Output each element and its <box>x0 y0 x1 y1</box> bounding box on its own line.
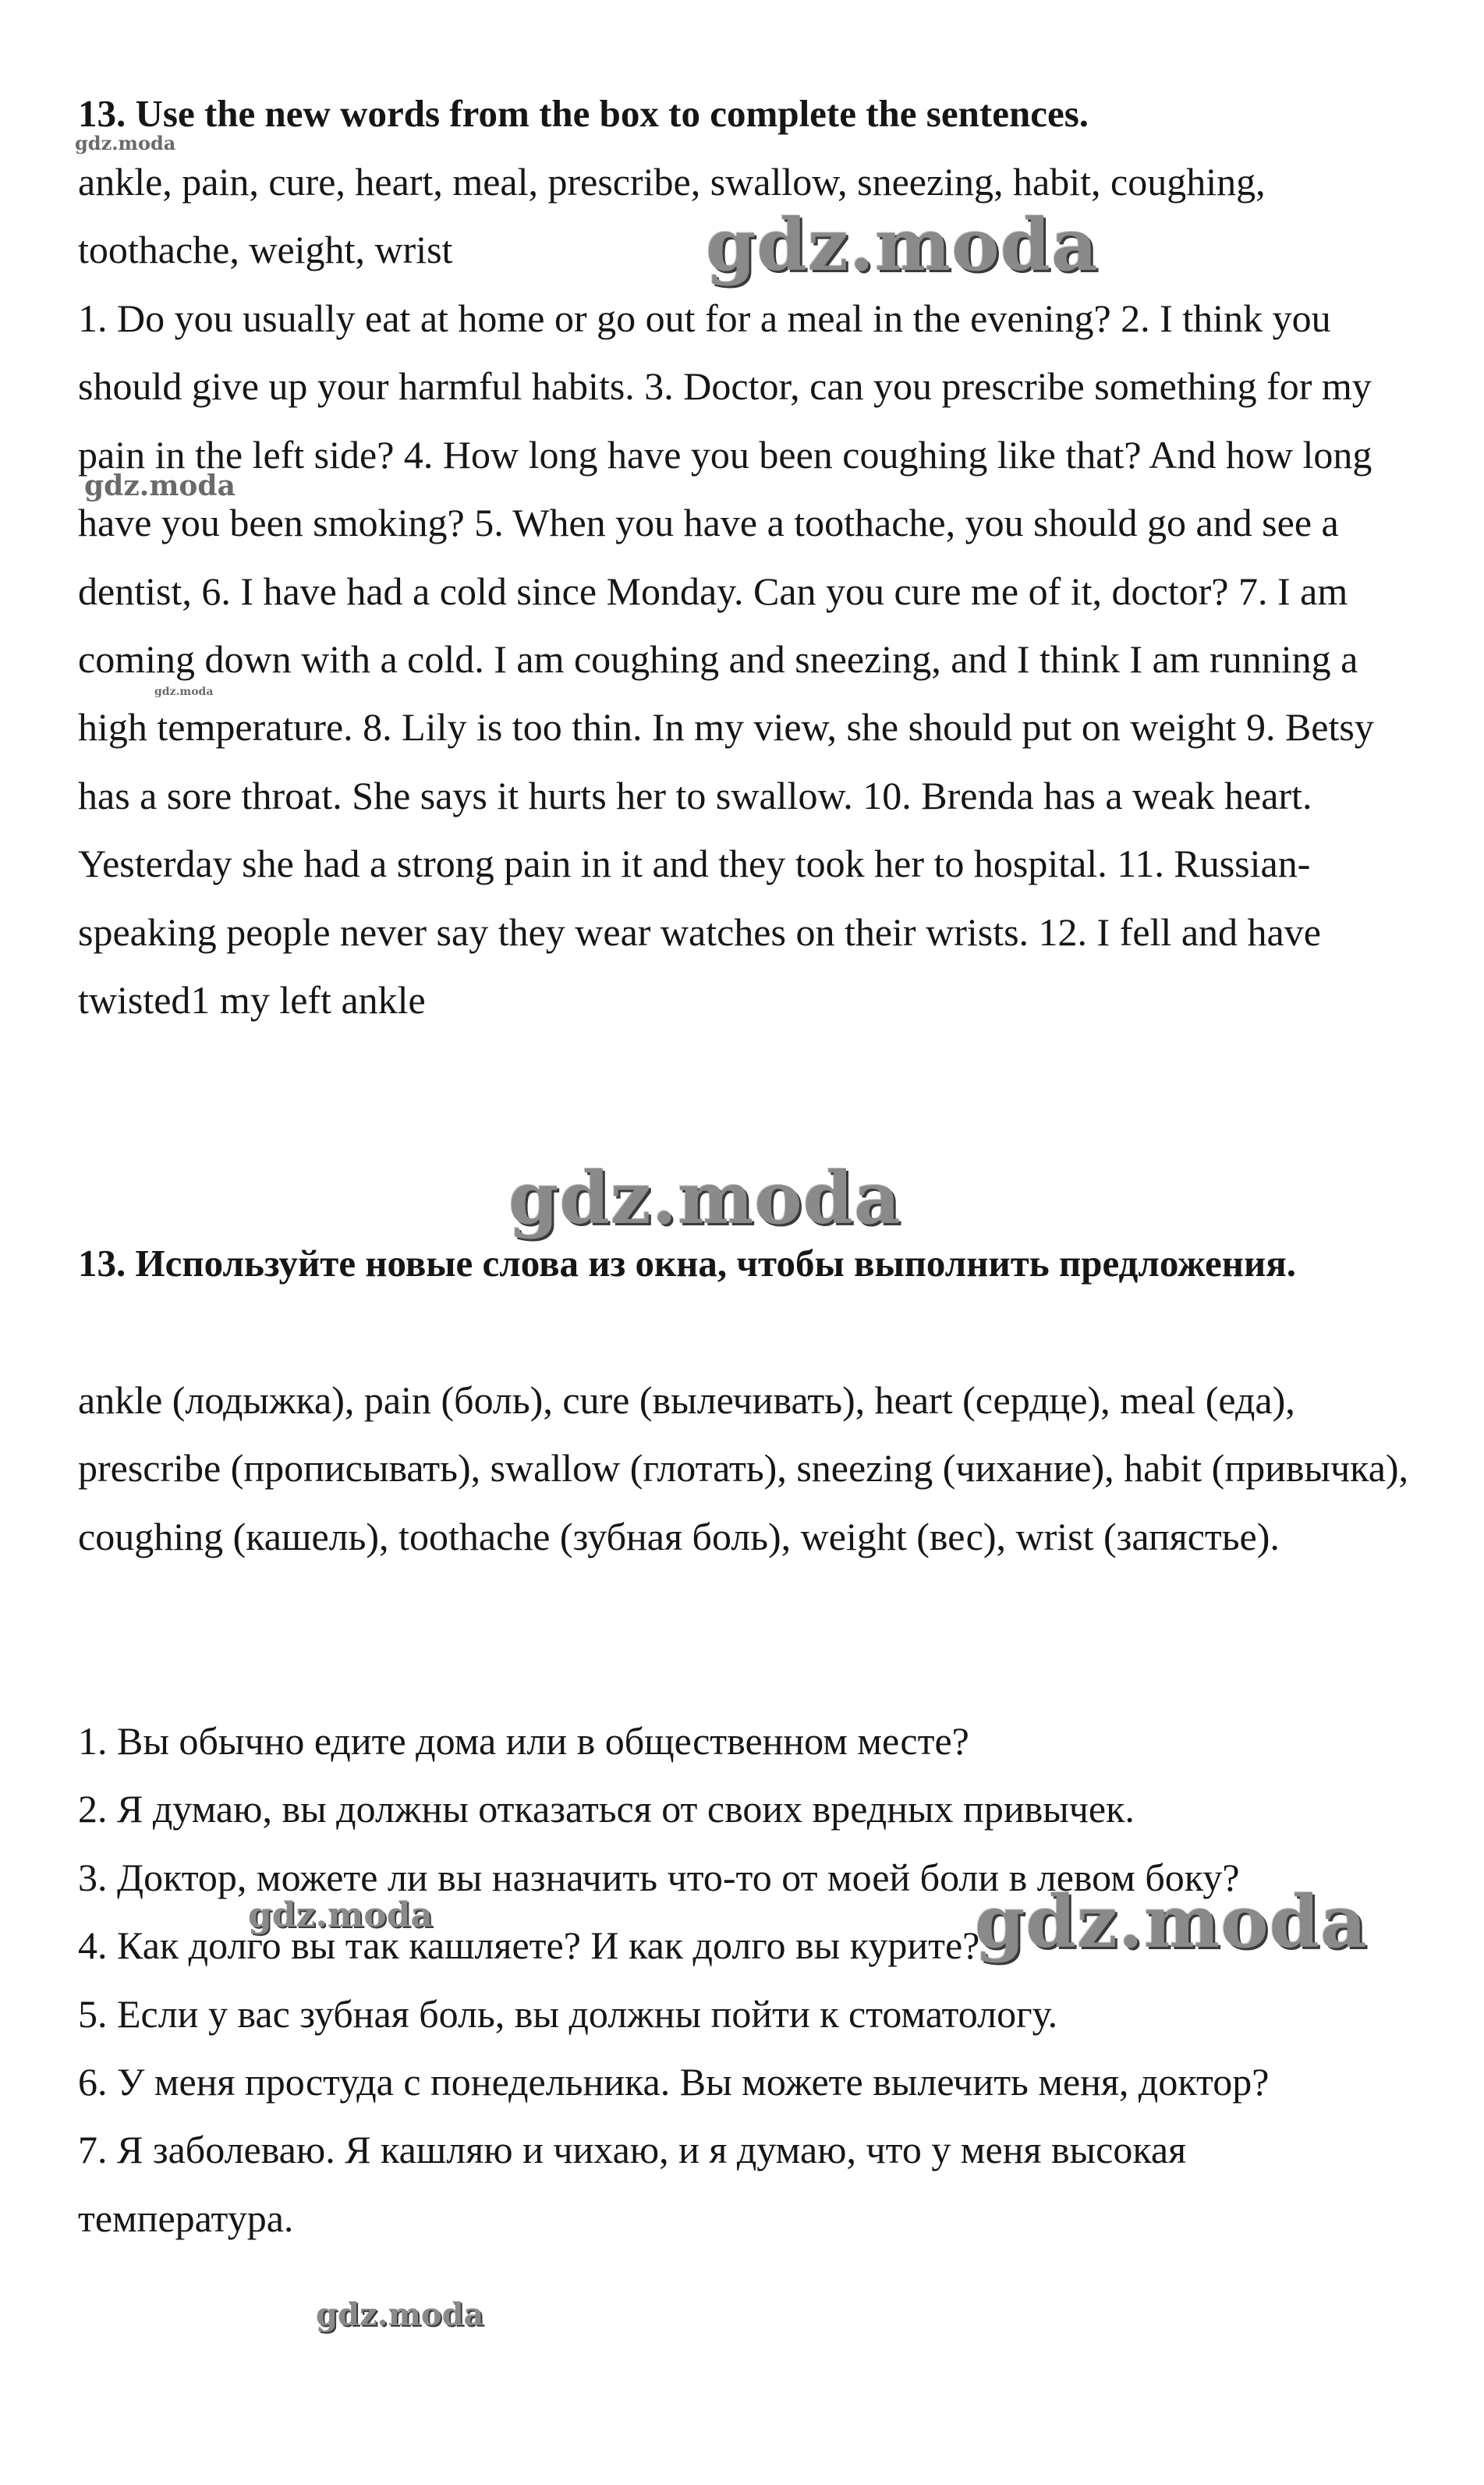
russian-answer-2: 2. Я думаю, вы должны отказаться от своих вредных привычек. <box>78 1787 1135 1831</box>
watermark-tiny: gdz.moda <box>75 132 176 154</box>
watermark-large: gdz.moda <box>508 1156 901 1240</box>
russian-answer-1: 1. Вы обычно едите дома или в общественном месте? <box>78 1719 969 1763</box>
english-word-box: ankle, pain, cure, heart, meal, prescribe, swallow, sneezing, habit, coughing, toothache, weight, wrist <box>78 160 1266 272</box>
russian-answer-6: 6. У меня простуда с понедельника. Вы можете вылечить меня, доктор? <box>78 2060 1270 2104</box>
watermark-large: gdz.moda <box>706 203 1099 287</box>
russian-answer-4: 4. Как долго вы так кашляете? И как долго вы курите? <box>78 1923 980 1968</box>
russian-heading: 13. Используйте новые слова из окна, чтобы выполнить предложения. <box>78 1242 1296 1285</box>
russian-word-box: ankle (лодыжка), pain (боль), cure (вылечивать), heart (сердце), meal (еда), prescribe (прописывать), swallow (глотать), sneezing (чихание), habit (привычка), coughing (кашель), toothache (зубная боль), weight (вес), wrist (запястье). <box>78 1378 1409 1558</box>
watermark-small: gdz.moda <box>84 470 236 502</box>
watermark-micro: gdz.moda <box>154 686 214 698</box>
watermark-large: gdz.moda <box>975 1880 1368 1964</box>
russian-answer-3: 3. Доктор, можете ли вы назначить что-то от моей боли в левом боку? <box>78 1855 1240 1899</box>
english-answers: 1. Do you usually eat at home or go out for a meal in the evening? 2. I think you should give up your harmful habits. 3. Doctor, can you prescribe something for my pain in the left side? 4. How long have you been coughing like that? And how long have you been smoking? 5. When you have a toothache, you should go and see a dentist, 6. I have had a cold since Monday. Can you cure me of it, doctor? 7. I am coming down with a cold. I am coughing and sneezing, and I think I am running a high temperature. 8. Lily is too thin. In my view, she should put on weight 9. Betsy has a sore throat. She says it hurts her to swallow. 10. Brenda has a weak heart. Yesterday she had a strong pain in it and they took her to hospital. 11. Russian-speaking people never say they wear watches on their wrists. 12. I fell and have twisted1 my left ankle <box>78 296 1374 1023</box>
russian-answers <box>78 1707 1404 2253</box>
english-heading: 13. Use the new words from the box to complete the sentences. <box>78 92 1089 135</box>
watermark-medium: gdz.moda <box>248 1895 434 1935</box>
russian-answer-5: 5. Если у вас зубная боль, вы должны пойти к стоматологу. <box>78 1991 1058 2036</box>
russian-answer-7: 7. Я заболеваю. Я кашляю и чихаю, и я думаю, что у меня высокая температура. <box>78 2128 1187 2240</box>
watermark-medium: gdz.moda <box>316 2296 484 2333</box>
